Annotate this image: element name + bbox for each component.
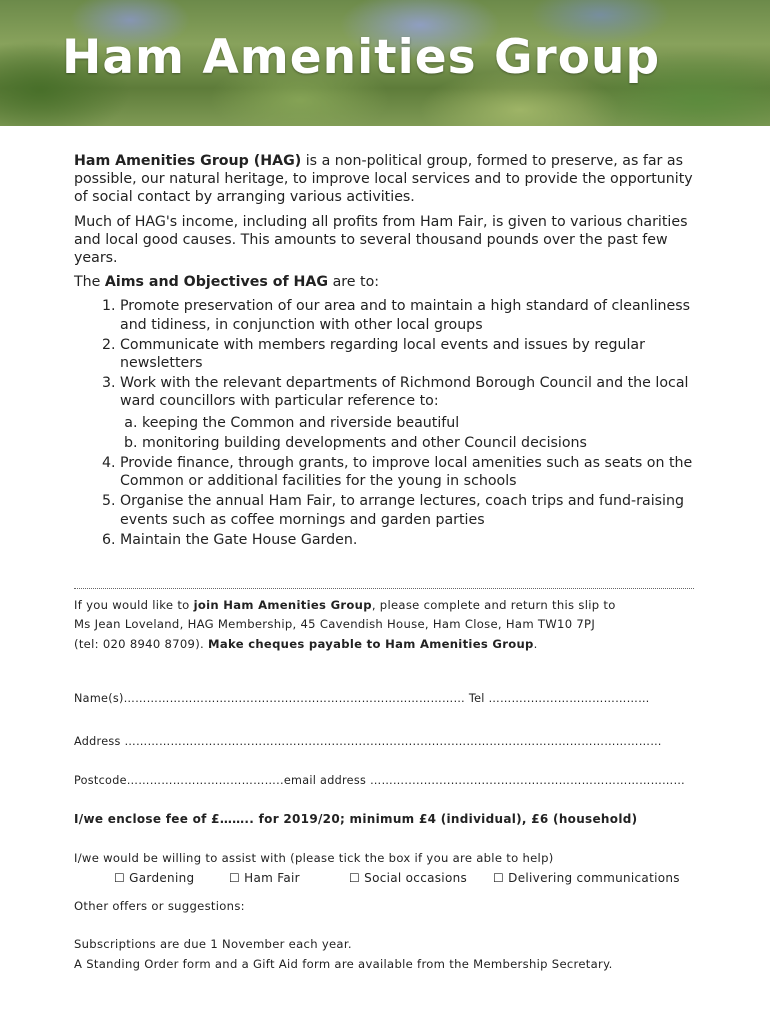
cut-line-divider — [74, 588, 694, 589]
fee-line: I/we enclose fee of £…….. for 2019/20; minimum £4 (individual), £6 (household) — [74, 812, 638, 826]
checkbox-social-occasions[interactable]: ☐ Social occasions — [349, 871, 468, 885]
slip-address-line: Ms Jean Loveland, HAG Membership, 45 Cavendish House, Ham Close, Ham TW10 7PJ — [74, 617, 596, 631]
slip-line-1-post: , please complete and return this slip to — [371, 598, 616, 612]
aim-item: 1. Promote preservation of our area and to maintain a high standard of cleanliness and tidiness, in conjunction with other local groups — [120, 297, 704, 333]
aim-item — [120, 374, 704, 452]
forms-note: A Standing Order form and a Gift Aid form are available from the Membership Secretary. — [74, 957, 613, 971]
aim-sub-list — [120, 414, 704, 452]
checkbox-ham-fair[interactable]: ☐ Ham Fair — [229, 871, 300, 885]
aim-sub-item: b. monitoring building developments and other Council decisions — [142, 434, 704, 452]
postcode-email-field[interactable]: Postcode…………………………………..email address ………........................................…………………………… — [74, 774, 686, 787]
aims-heading-bold: Aims and Objectives of HAG — [104, 274, 329, 291]
intro-paragraph-1 — [74, 152, 704, 207]
names-tel-field[interactable]: Name(s)…………………………....................………………………………… Tel ……….........…………………… — [74, 692, 650, 705]
slip-tel: (tel: 020 8940 8709). — [74, 637, 209, 651]
org-name: Ham Amenities Group (HAG) — [74, 153, 302, 169]
aims-heading-pre: The — [74, 274, 105, 291]
aim-item: 4. Provide finance, through grants, to improve local amenities such as seats on the Common or additional facilities for the young in schools — [120, 454, 704, 490]
aim-sub-item: a. keeping the Common and riverside beautiful — [142, 414, 704, 432]
header-banner-image — [0, 0, 770, 126]
checkbox-delivering-communications[interactable]: ☐ Delivering communications — [493, 871, 680, 885]
assist-line: I/we would be willing to assist with (please tick the box if you are able to help) — [74, 851, 554, 865]
address-field[interactable]: Address ……………………………………….........................................……………………………………………… — [74, 735, 662, 748]
subscriptions-due-note: Subscriptions are due 1 November each year. — [74, 937, 352, 951]
checkbox-gardening[interactable]: ☐ Gardening — [114, 871, 195, 885]
aim-item-text: Work with the relevant departments of Richmond Borough Council and the local ward councillors with particular reference to: — [120, 375, 689, 410]
aims-heading-post: are to: — [328, 274, 380, 291]
slip-line-1 — [74, 598, 704, 612]
aim-item: 2. Communicate with members regarding local events and issues by regular newsletters — [120, 336, 704, 372]
slip-line-1-bold: join Ham Amenities Group — [193, 598, 372, 612]
aims-list — [74, 297, 704, 549]
aim-item: 6. Maintain the Gate House Garden. — [120, 531, 704, 549]
aim-item: 5. Organise the annual Ham Fair, to arrange lectures, coach trips and fund-raising events such as coffee mornings and garden parties — [120, 492, 704, 528]
aims-heading — [74, 273, 704, 291]
intro-text-1: is a non-political group, formed to preserve, as far as possible, our natural heritage, to improve local services and to provide the opportunity of social contact by arranging various activities. — [74, 153, 693, 206]
slip-cheque-note: Make cheques payable to Ham Amenities Group — [208, 637, 534, 651]
banner-title: Ham Amenities Group — [62, 30, 661, 85]
slip-line-1-pre: If you would like to — [74, 598, 194, 612]
intro-section — [74, 152, 704, 551]
other-offers-label: Other offers or suggestions: — [74, 899, 245, 913]
slip-line-3 — [74, 637, 704, 651]
intro-paragraph-2: Much of HAG's income, including all profits from Ham Fair, is given to various charities and local good causes. This amounts to several thousand pounds over the past few years. — [74, 213, 688, 267]
slip-line-3-post: . — [533, 637, 538, 651]
